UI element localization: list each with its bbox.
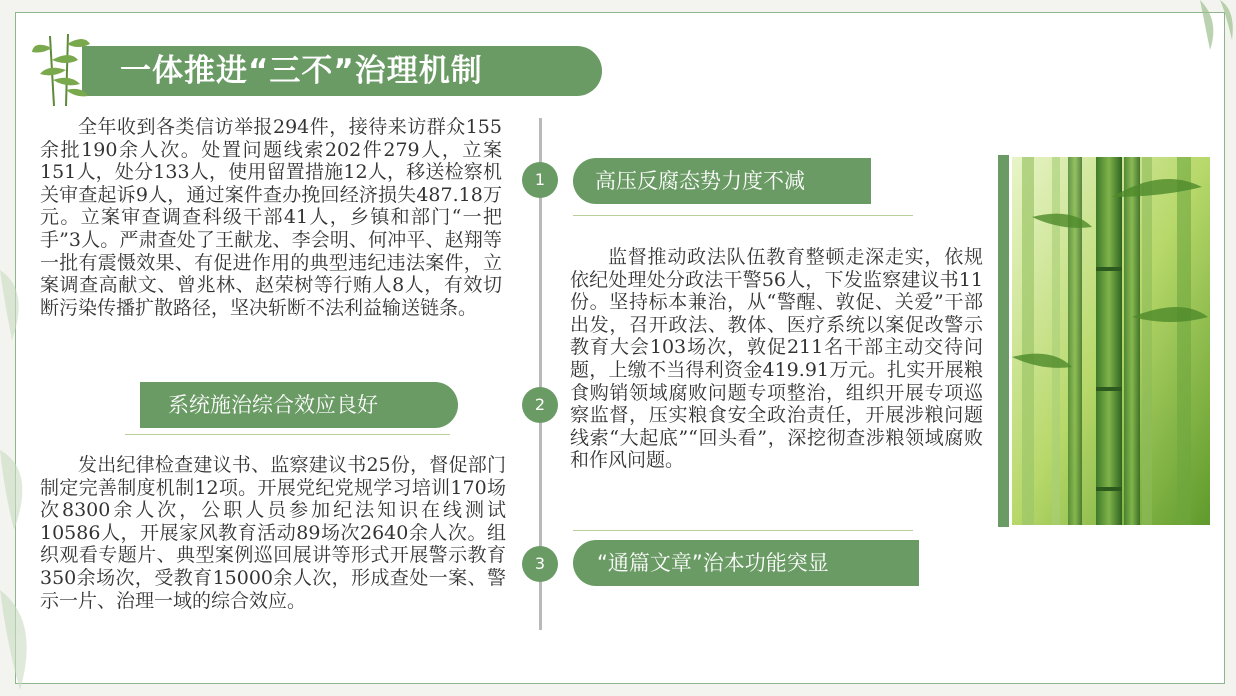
section-heading-3 <box>573 540 919 586</box>
divider-right-2 <box>573 530 913 531</box>
section-heading-3-label: “通篇文章”治本功能突显 <box>597 551 829 575</box>
section-heading-1 <box>573 158 871 204</box>
bamboo-leaf-decoration-top-right <box>1170 0 1236 60</box>
page-title: 一体推进“三不”治理机制 <box>120 53 483 89</box>
divider-left <box>125 434 450 435</box>
bamboo-photo <box>1012 157 1210 525</box>
timeline-dot-3: 3 <box>522 546 558 582</box>
bamboo-leaves-icon <box>30 30 92 108</box>
section-heading-2 <box>140 382 458 428</box>
left-paragraph-2: 发出纪律检查建议书、监察建议书25份，督促部门制定完善制度机制12项。开展党纪党规学习培训170场次8300余人次，公职人员参加纪法知识在线测试10586人，开展家风教育活动89场次2640余人次。组织观看专题片、典型案例巡回展讲等形式开展警示教育350余场次，受教育15000余人次，形成查处一案、警示一片、治理一域的综合效应。 <box>40 454 506 612</box>
section-heading-1-label: 高压反腐态势力度不减 <box>595 169 805 193</box>
divider-right-1 <box>573 215 913 216</box>
section-heading-2-label: 系统施治综合效应良好 <box>168 393 378 417</box>
right-paragraph: 监督推动政法队伍教育整顿走深走实，依规依纪处理处分政法干警56人，下发监察建议书11份。坚持标本兼治，从“警醒、敦促、关爱”干部出发，召开政法、教体、医疗系统以案促改警示教育大会103场次，敦促211名干部主动交待问题，上缴不当得利资金419.91万元。扎实开展粮食购销领域腐败问题专项整治，组织开展专项巡察监督，压实粮食安全政治责任，开展涉粮问题线索“大起底”“回头看”，深挖彻查涉粮领域腐败和作风问题。 <box>570 246 983 472</box>
left-paragraph-1: 全年收到各类信访举报294件，接待来访群众155余批190余人次。处置问题线索202件279人，立案151人，处分133人，使用留置措施12人，移送检察机关审查起诉9人，通过案件查办挽回经济损失487.18万元。立案审查调查科级干部41人，乡镇和部门“一把手”3人。严肃查处了王献龙、李会明、何冲平、赵翔等一批有震慑效果、有促进作用的典型违纪违法案件，立案调查高献文、曾兆林、赵荣树等行贿人8人，有效切断污染传播扩散路径，坚决斩断不法利益输送链条。 <box>40 116 502 319</box>
timeline-dot-2: 2 <box>522 387 558 423</box>
photo-accent-bar <box>998 155 1009 527</box>
timeline-dot-1: 1 <box>522 162 558 198</box>
